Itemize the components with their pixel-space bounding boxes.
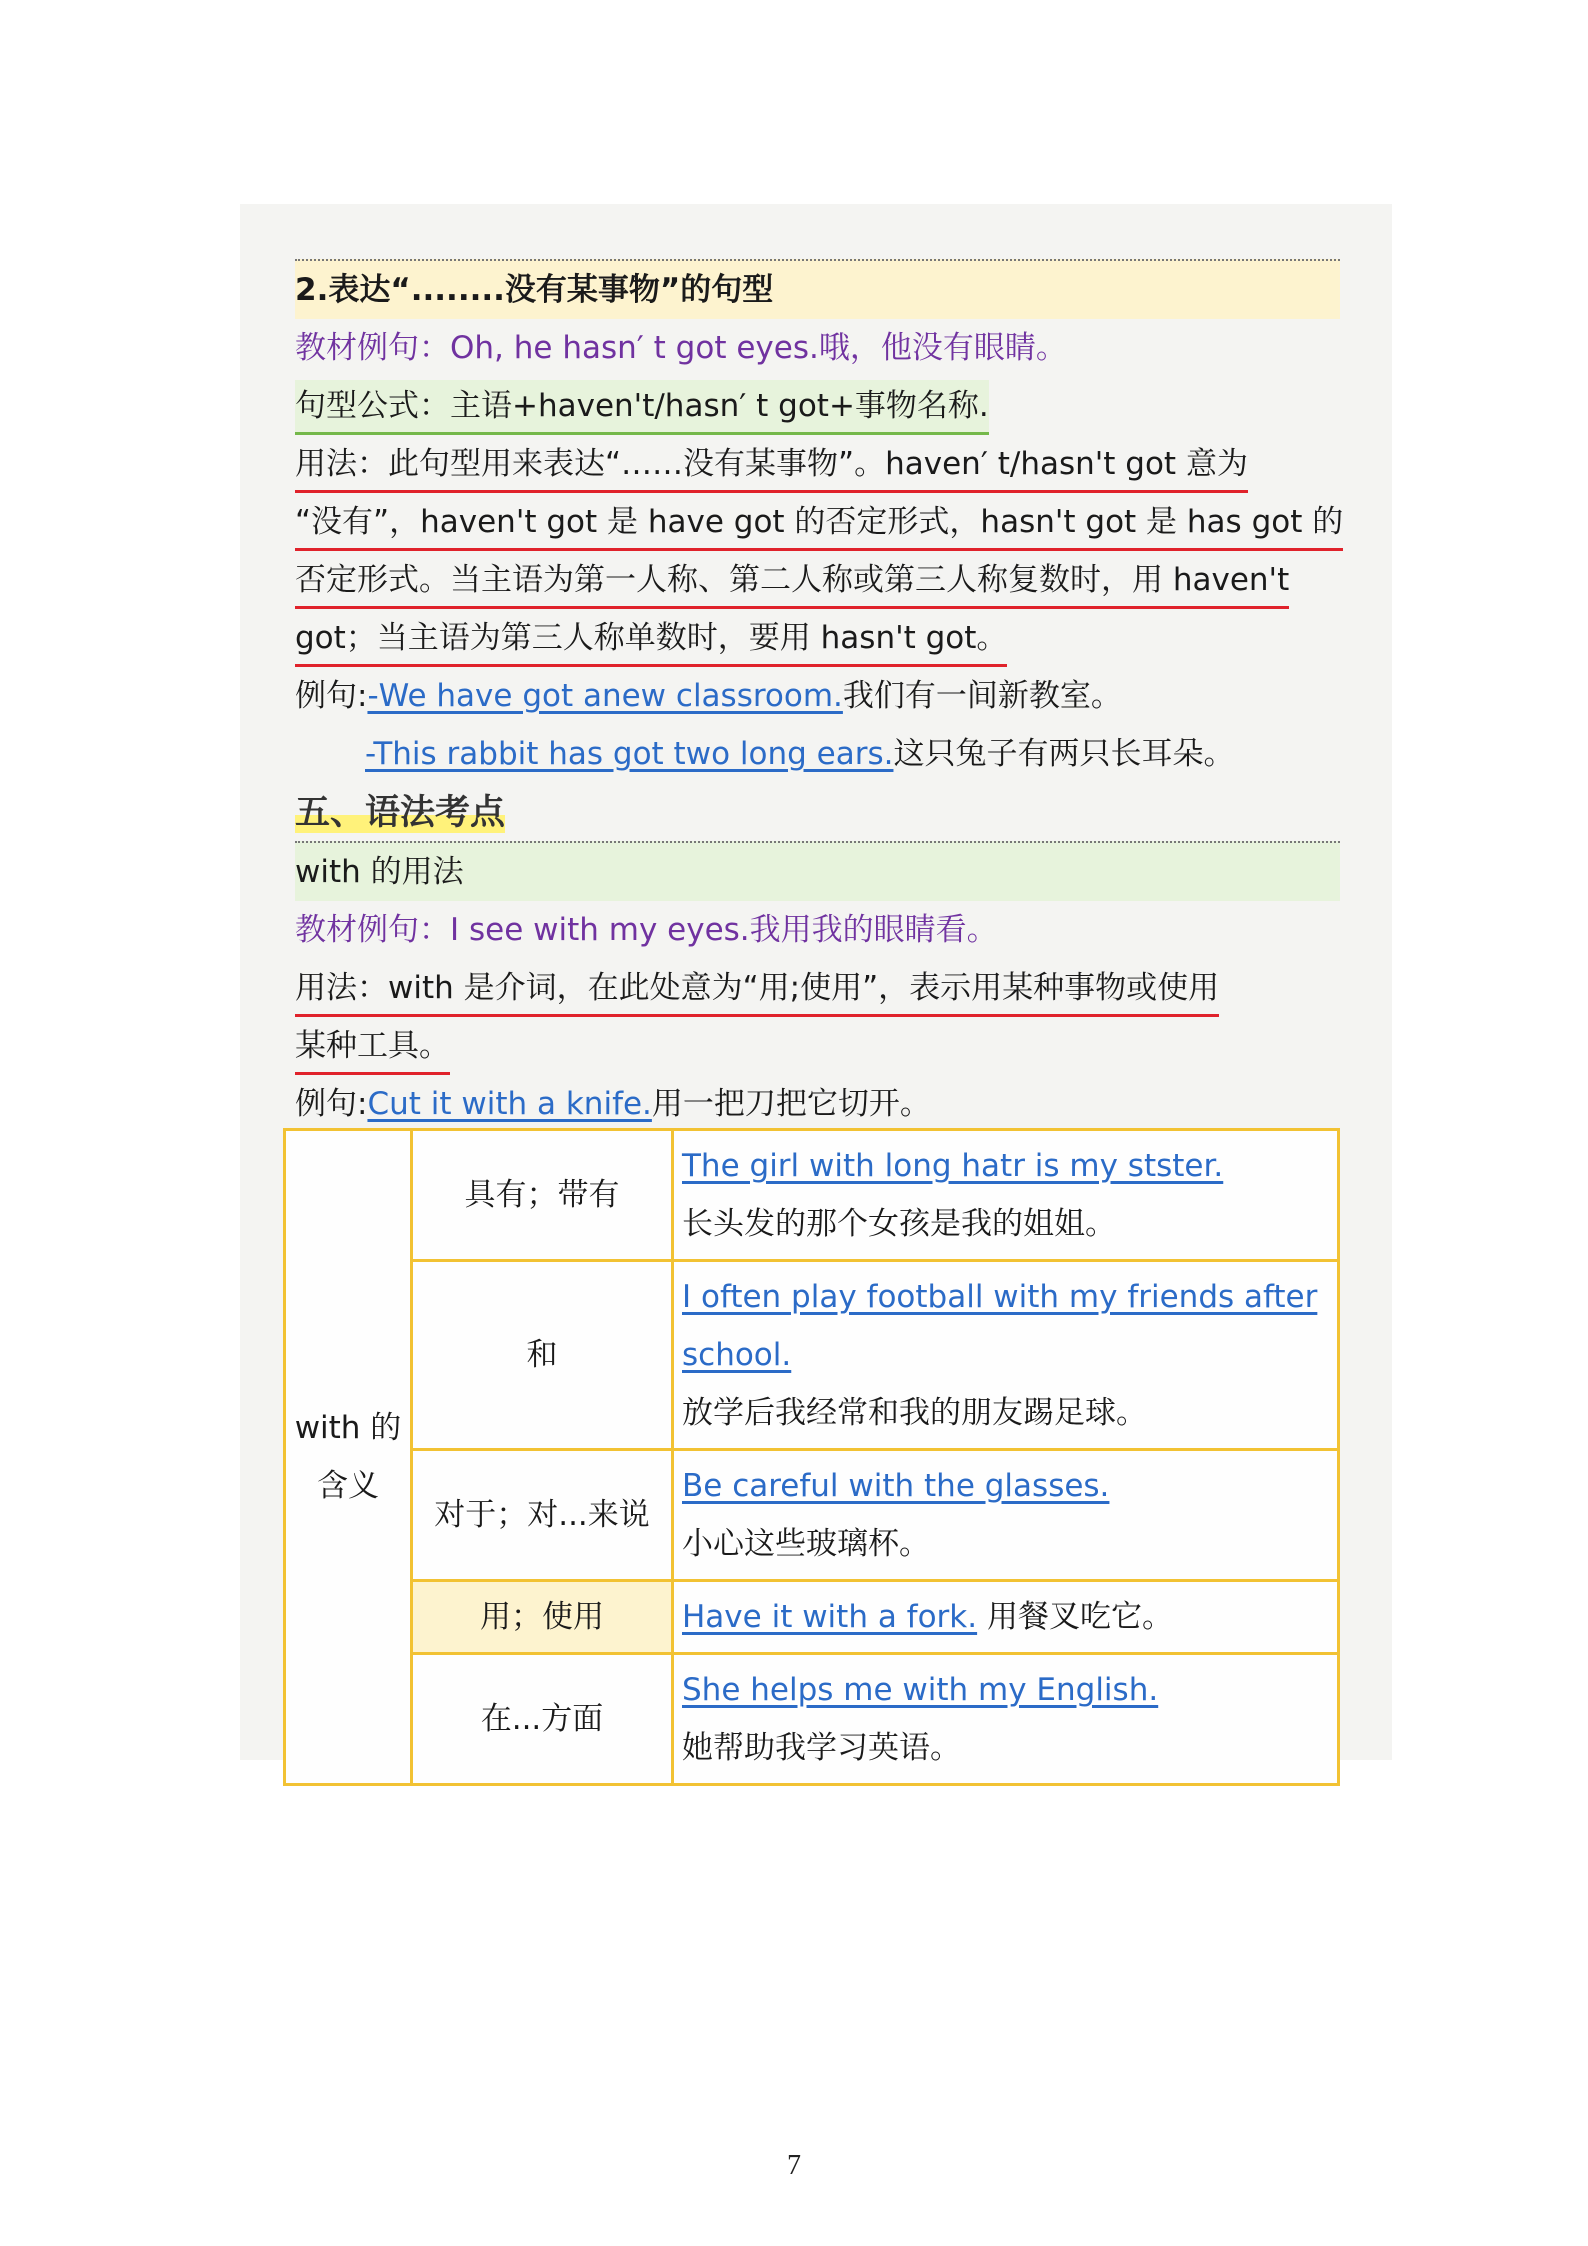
meaning-cell: 在...方面 bbox=[412, 1654, 673, 1785]
table-row bbox=[285, 1130, 1339, 1261]
example-2-chinese: 这只兔子有两只长耳朵。 bbox=[893, 736, 1235, 772]
table-head-cell bbox=[285, 1130, 412, 1785]
meaning-cell: 具有；带有 bbox=[412, 1130, 673, 1261]
usage-line-2: “没有”，haven't got 是 have got 的否定形式，hasn't got 是 has got 的 bbox=[295, 496, 1343, 551]
usage-line-4: got；当主语为第三人称单数时，要用 hasn't got。 bbox=[295, 612, 1007, 667]
example-chinese: 小心这些玻璃杯。 bbox=[682, 1526, 930, 1562]
example-english: The girl with long hatr is my stster. bbox=[682, 1148, 1224, 1184]
example-cell bbox=[673, 1581, 1339, 1654]
section-five-title: 五、语法考点 bbox=[295, 793, 506, 833]
example-2-english: -This rabbit has got two long ears. bbox=[365, 736, 894, 772]
example-line bbox=[682, 1588, 1329, 1646]
with-usage-line-1: 用法：with 是介词，在此处意为“用;使用”，表示用某种事物或使用 bbox=[295, 962, 1219, 1017]
example-chinese: 放学后我经常和我的朋友踢足球。 bbox=[682, 1395, 1147, 1431]
example-3-chinese: 用一把刀把它切开。 bbox=[651, 1086, 931, 1122]
meaning-cell: 对于；对...来说 bbox=[412, 1450, 673, 1581]
example-cell bbox=[673, 1450, 1339, 1581]
usage-line-3: 否定形式。当主语为第一人称、第二人称或第三人称复数时，用 haven't bbox=[295, 554, 1289, 609]
content-body bbox=[295, 259, 1344, 1133]
with-usage-line-2: 某种工具。 bbox=[295, 1020, 450, 1075]
textbook-example-1: 教材例句：Oh, he hasn′ t got eyes.哦，他没有眼睛。 bbox=[295, 330, 1067, 366]
page-number: 7 bbox=[787, 2150, 801, 2181]
meaning-cell: 用；使用 bbox=[412, 1581, 673, 1654]
table-row bbox=[285, 1261, 1339, 1450]
example-label: 例句: bbox=[295, 678, 368, 714]
table-head-line-1: with 的 bbox=[294, 1410, 402, 1446]
table-row bbox=[285, 1581, 1339, 1654]
example-english-cont: school. bbox=[682, 1337, 792, 1373]
example-english: Have it with a fork. bbox=[682, 1599, 978, 1635]
example-english: Be careful with the glasses. bbox=[682, 1468, 1110, 1504]
textbook-example-2: 教材例句：I see with my eyes.我用我的眼睛看。 bbox=[295, 912, 998, 948]
table-head-line-2: 含义 bbox=[317, 1468, 379, 1504]
table-row bbox=[285, 1654, 1339, 1785]
with-meanings-table bbox=[283, 1128, 1340, 1786]
example-3-english: Cut it with a knife. bbox=[367, 1086, 652, 1122]
example-english: She helps me with my English. bbox=[682, 1672, 1159, 1708]
example-chinese: 她帮助我学习英语。 bbox=[682, 1730, 961, 1766]
example-cell bbox=[673, 1654, 1339, 1785]
example-label-2: 例句: bbox=[295, 1086, 368, 1122]
with-usage-heading: with 的用法 bbox=[295, 841, 1340, 901]
example-chinese: 长头发的那个女孩是我的姐姐。 bbox=[682, 1206, 1116, 1242]
example-sentence-3 bbox=[295, 1075, 1340, 1133]
heading-sentence-pattern: 2.表达“........没有某事物”的句型 bbox=[295, 259, 1340, 319]
example-chinese: 用餐叉吃它。 bbox=[986, 1599, 1173, 1635]
example-sentence-2 bbox=[295, 725, 1340, 783]
example-sentence-1 bbox=[295, 667, 1340, 725]
with-meanings-table-wrap bbox=[283, 1128, 1340, 1786]
sentence-formula: 句型公式：主语+haven't/hasn′ t got+事物名称. bbox=[295, 380, 989, 435]
example-1-chinese: 我们有一间新教室。 bbox=[842, 678, 1122, 714]
example-english: I often play football with my friends after bbox=[682, 1279, 1318, 1315]
usage-line-1: 用法：此句型用来表达“……没有某事物”。haven′ t/hasn't got 意为 bbox=[295, 438, 1248, 493]
example-cell bbox=[673, 1261, 1339, 1450]
meaning-cell: 和 bbox=[412, 1261, 673, 1450]
example-1-english: -We have got anew classroom. bbox=[367, 678, 843, 714]
example-cell bbox=[673, 1130, 1339, 1261]
table-row bbox=[285, 1450, 1339, 1581]
